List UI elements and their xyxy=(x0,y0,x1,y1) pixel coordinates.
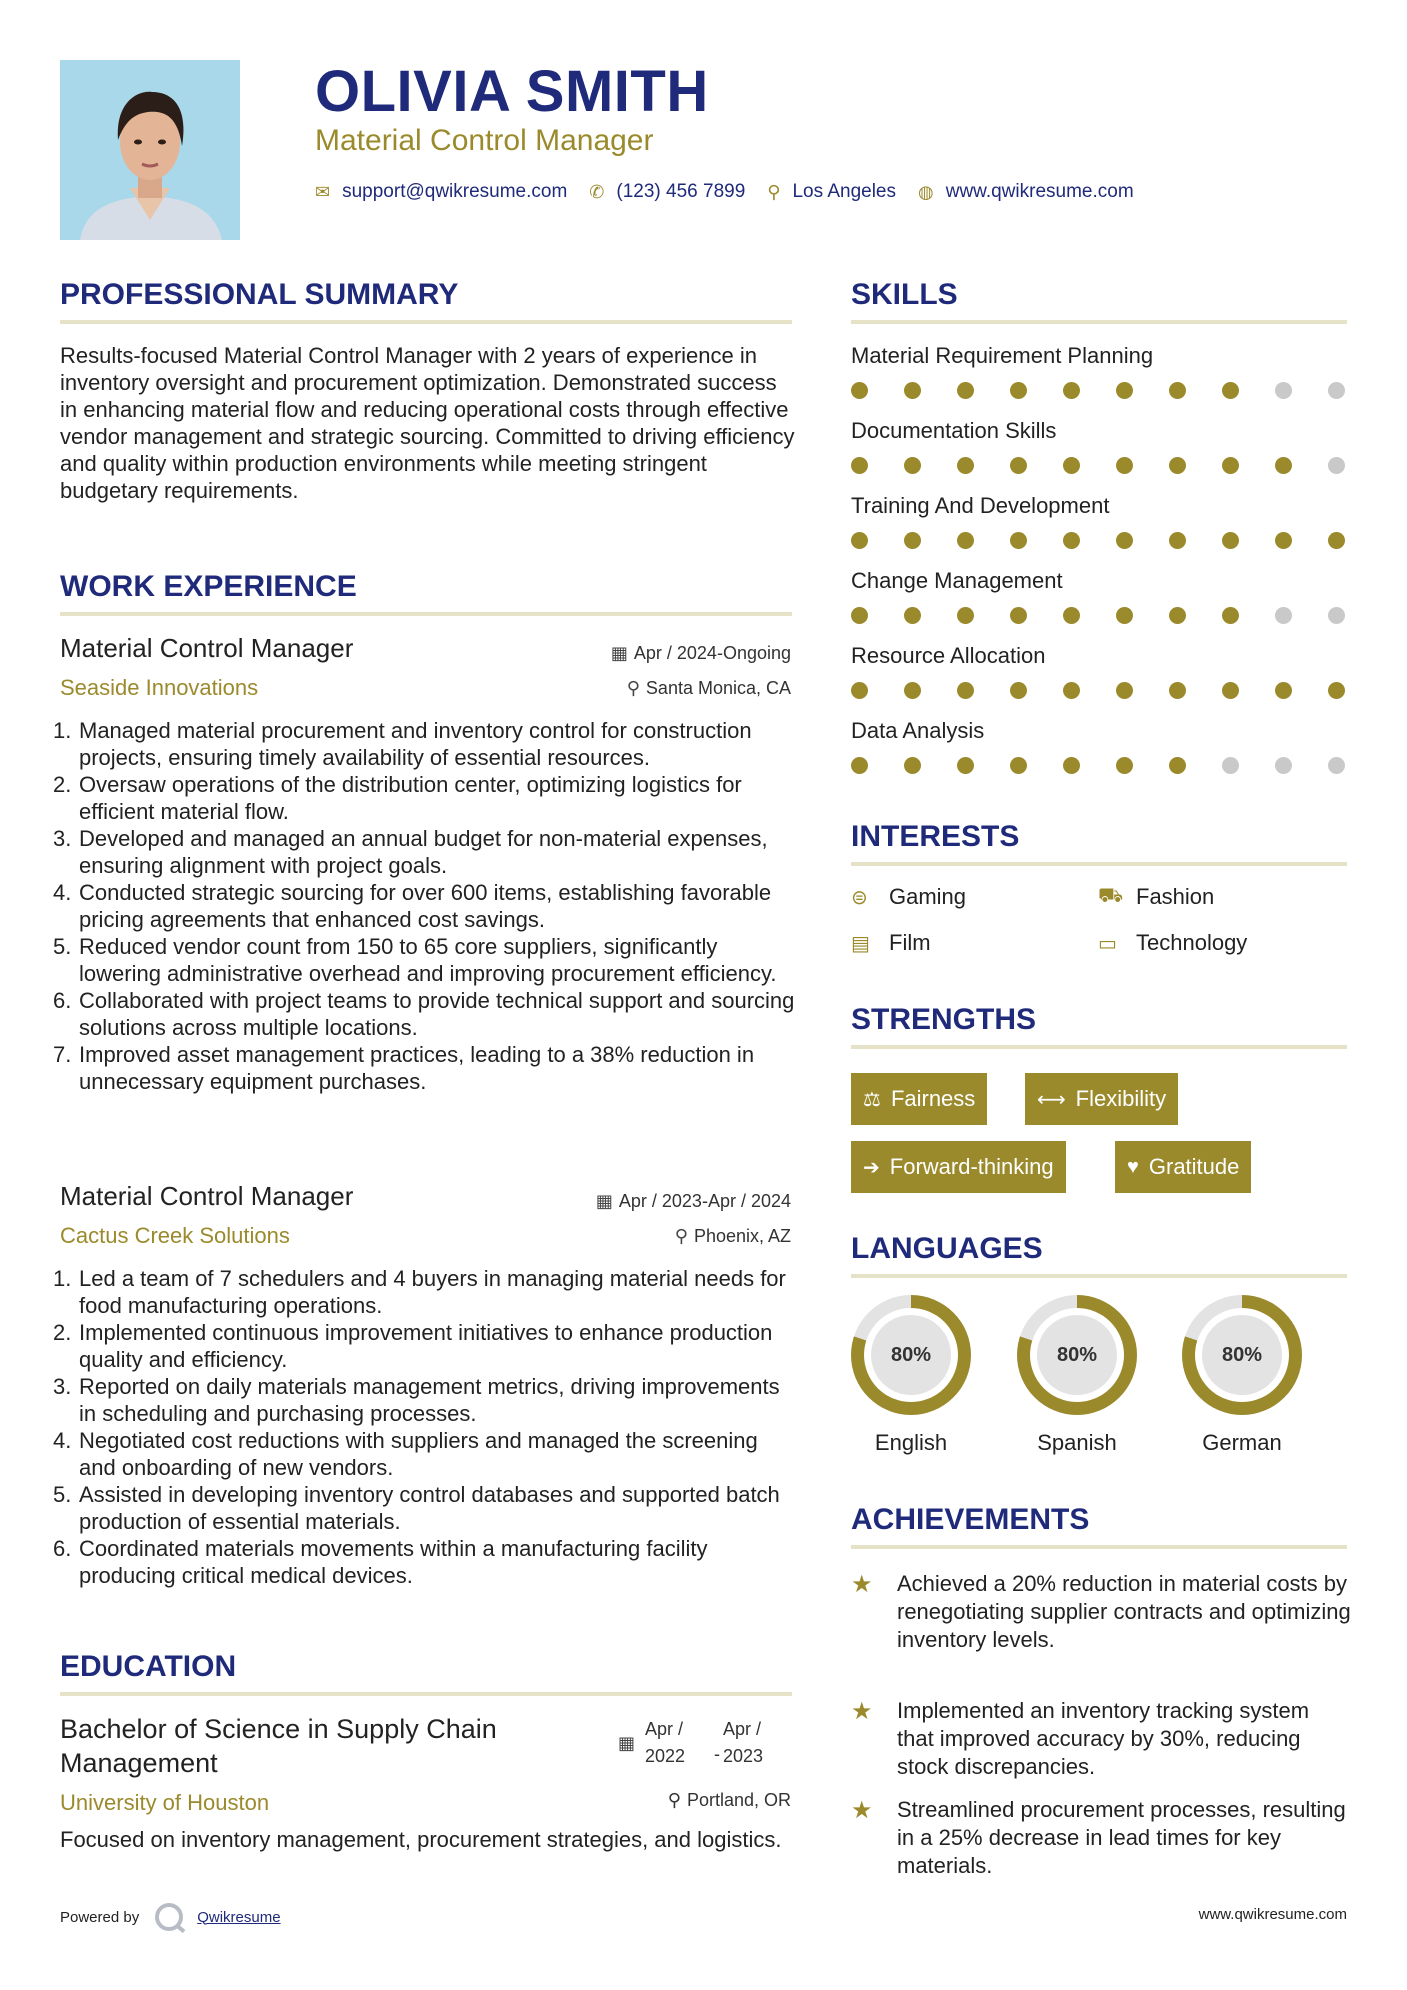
skill-dot-filled xyxy=(957,682,974,699)
skill-dot-filled xyxy=(1222,682,1239,699)
skill-dot-filled xyxy=(1116,382,1133,399)
interest-label: Film xyxy=(889,930,931,955)
language-name: German xyxy=(1202,1430,1282,1455)
job-bullet-text: Improved asset management practices, leading to a 38% reduction in unnecessary equipment purchases. xyxy=(79,1042,755,1094)
skill-dot-empty xyxy=(1222,757,1239,774)
skill-rating xyxy=(851,457,1345,474)
job-bullet-text: Coordinated materials movements within a manufacturing facility producing critical medical devices. xyxy=(79,1536,708,1588)
language-proficiency-ring xyxy=(1182,1295,1302,1415)
job-bullet-text: Developed and managed an annual budget for non-material expenses, ensuring alignment with project goals. xyxy=(79,826,768,878)
achievements-heading: ACHIEVEMENTS xyxy=(851,1503,1090,1536)
skill-name: Training And Development xyxy=(851,493,1110,518)
skill-name: Data Analysis xyxy=(851,718,985,743)
powered-by-label: Powered by xyxy=(60,1908,140,1926)
education-start-year: 2022 xyxy=(645,1746,686,1766)
skill-dot-filled xyxy=(1169,682,1186,699)
skill-dot-filled xyxy=(904,757,921,774)
contact-website[interactable]: www.qwikresume.com xyxy=(945,181,1134,202)
skill-dot-filled xyxy=(1169,532,1186,549)
skills-heading: SKILLS xyxy=(851,278,958,311)
profile-photo-illustration xyxy=(60,60,240,240)
qwikresume-logo-icon xyxy=(155,1903,183,1931)
skill-dot-filled xyxy=(957,382,974,399)
job-bullet-text: Reported on daily materials management metrics, driving improvements in scheduling and purchasing processes. xyxy=(79,1374,780,1426)
job-bullet: 2. Implemented continuous improvement initiatives to enhance production quality and efficiency. xyxy=(53,1320,773,1372)
skill-dot-filled xyxy=(1222,457,1239,474)
strength-chip xyxy=(1115,1141,1251,1193)
skill-dot-empty xyxy=(1275,607,1292,624)
job-bullet-text: Negotiated cost reductions with suppliers and managed the screening and onboarding of new vendors. xyxy=(79,1428,758,1480)
job-location xyxy=(627,678,791,699)
skill-dot-filled xyxy=(851,757,868,774)
achievement-text: Implemented an inventory tracking system that improved accuracy by 30%, reducing stock discrepancies. xyxy=(897,1698,1310,1779)
footer-website[interactable]: www.qwikresume.com xyxy=(1198,1906,1347,1923)
skill-dot-filled xyxy=(1063,382,1080,399)
skill-rating xyxy=(851,682,1345,699)
education-location-text: Portland, OR xyxy=(686,1790,791,1810)
skill-dot-filled xyxy=(1169,607,1186,624)
job-bullet: 4. Conducted strategic sourcing for over 600 items, establishing favorable pricing agreements that enhanced cost savings. xyxy=(53,880,772,932)
language-name: Spanish xyxy=(1037,1430,1117,1455)
pushpin-icon: ⚲ xyxy=(667,1790,681,1810)
laptop-icon: ▭ xyxy=(1098,932,1117,955)
skill-dot-filled xyxy=(851,457,868,474)
education-degree: Bachelor of Science in Supply Chain Management xyxy=(60,1714,497,1778)
education-school: University of Houston xyxy=(60,1790,270,1815)
job-bullet: 1. Managed material procurement and inventory control for construction projects, ensuring timely availability of essential resources. xyxy=(53,718,752,770)
experience-divider xyxy=(60,612,792,616)
education-heading: EDUCATION xyxy=(60,1650,237,1683)
skill-name: Resource Allocation xyxy=(851,643,1046,668)
job-bullet-text: Conducted strategic sourcing for over 600 items, establishing favorable pricing agreements that enhanced cost savings. xyxy=(79,880,772,932)
interest-label: Fashion xyxy=(1136,884,1215,909)
job-bullet: 5. Assisted in developing inventory control databases and supported batch production of essential materials. xyxy=(53,1482,780,1534)
strength-label: Fairness xyxy=(890,1086,976,1111)
achievement-text: Achieved a 20% reduction in material costs by renegotiating supplier contracts and optimizing inventory levels. xyxy=(897,1571,1351,1652)
skill-dot-filled xyxy=(1010,607,1027,624)
skill-dot-filled xyxy=(1010,382,1027,399)
skill-dot-filled xyxy=(1010,757,1027,774)
skill-dot-filled xyxy=(1116,457,1133,474)
candidate-name: OLIVIA SMITH xyxy=(315,59,709,124)
job-location-text: Phoenix, AZ xyxy=(693,1226,791,1246)
language-proficiency-ring xyxy=(851,1295,971,1415)
skill-dot-filled xyxy=(1222,532,1239,549)
interests-heading: INTERESTS xyxy=(851,820,1020,853)
achievement-item xyxy=(851,1697,1351,1781)
skill-rating xyxy=(851,607,1345,624)
job-dates-text: Apr / 2024-Ongoing xyxy=(633,643,791,663)
skill-name: Material Requirement Planning xyxy=(851,343,1154,368)
job-bullet: 6. Coordinated materials movements within a manufacturing facility producing critical medical devices. xyxy=(53,1536,708,1588)
contact-location: Los Angeles xyxy=(792,181,896,202)
achievement-text: Streamlined procurement processes, resulting in a 25% decrease in lead times for key materials. xyxy=(897,1797,1346,1878)
skill-dot-filled xyxy=(957,757,974,774)
job-bullet: 7. Improved asset management practices, leading to a 38% reduction in unnecessary equipment purchases. xyxy=(53,1042,755,1094)
job-bullet-text: Collaborated with project teams to provide technical support and sourcing solutions across multiple locations. xyxy=(79,988,795,1040)
job-dates xyxy=(611,643,791,664)
skill-rating xyxy=(851,757,1345,774)
skill-dot-filled xyxy=(1222,607,1239,624)
job-bullet-list xyxy=(53,1265,800,1589)
contact-email[interactable]: support@qwikresume.com xyxy=(342,181,568,202)
globe-icon: ◍ xyxy=(918,181,934,202)
skill-dot-filled xyxy=(904,607,921,624)
interest-item xyxy=(851,884,966,910)
skill-dot-filled xyxy=(904,382,921,399)
pushpin-icon: ⚲ xyxy=(674,1226,688,1246)
strength-chip xyxy=(851,1073,987,1125)
language-percent: 80% xyxy=(1037,1315,1117,1395)
job-bullet: 1. Led a team of 7 schedulers and 4 buyers in managing material needs for food manufacturing operations. xyxy=(53,1266,786,1318)
job-company: Seaside Innovations xyxy=(60,675,259,700)
skill-dot-filled xyxy=(1116,682,1133,699)
skill-dot-filled xyxy=(1328,532,1345,549)
job-location xyxy=(675,1226,791,1247)
brand-link[interactable]: Qwikresume xyxy=(197,1908,281,1926)
job-bullet-list xyxy=(53,717,800,1095)
interest-item xyxy=(851,930,931,956)
interest-item xyxy=(1098,884,1214,910)
job-bullet: 6. Collaborated with project teams to provide technical support and sourcing solutions across multiple locations. xyxy=(53,988,795,1040)
skill-dot-filled xyxy=(1063,607,1080,624)
achievement-item xyxy=(851,1796,1351,1880)
skill-dot-filled xyxy=(1169,382,1186,399)
skill-dot-filled xyxy=(1169,457,1186,474)
scale-icon: ⚖ xyxy=(863,1088,881,1111)
gamepad-icon: ⊜ xyxy=(851,886,868,909)
shopping-bag-icon: ⛟ xyxy=(1098,884,1124,907)
skill-dot-filled xyxy=(957,532,974,549)
skill-dot-empty xyxy=(1328,757,1345,774)
skill-dot-filled xyxy=(1275,457,1292,474)
arrows-horizontal-icon: ⟷ xyxy=(1037,1088,1066,1111)
interest-item xyxy=(1098,930,1247,956)
skill-dot-filled xyxy=(1063,532,1080,549)
skill-dot-filled xyxy=(1169,757,1186,774)
strength-label: Forward-thinking xyxy=(889,1154,1054,1179)
skill-dot-filled xyxy=(904,532,921,549)
achievements-divider xyxy=(851,1545,1347,1549)
skill-dot-filled xyxy=(1275,682,1292,699)
job-bullet: 3. Reported on daily materials management metrics, driving improvements in scheduling and purchasing processes. xyxy=(53,1374,780,1426)
strength-chip xyxy=(851,1141,1066,1193)
job-bullet-text: Oversaw operations of the distribution center, optimizing logistics for efficient material flow. xyxy=(79,772,742,824)
summary-heading: PROFESSIONAL SUMMARY xyxy=(60,278,459,311)
skill-dot-filled xyxy=(1063,457,1080,474)
education-date-separator: - xyxy=(714,1744,720,1764)
language-proficiency-ring xyxy=(1017,1295,1137,1415)
education-start-month: Apr / xyxy=(645,1719,684,1739)
language-name: English xyxy=(874,1430,948,1455)
film-icon: ▤ xyxy=(851,932,870,955)
calendar-icon: ▦ xyxy=(610,643,628,663)
skill-dot-filled xyxy=(851,382,868,399)
job-location-text: Santa Monica, CA xyxy=(645,678,791,698)
skill-dot-empty xyxy=(1328,382,1345,399)
skill-dot-filled xyxy=(1116,532,1133,549)
education-description: Focused on inventory management, procurement strategies, and logistics. xyxy=(60,1827,782,1852)
job-bullet: 3. Developed and managed an annual budget for non-material expenses, ensuring alignment with project goals. xyxy=(53,826,768,878)
languages-divider xyxy=(851,1274,1347,1278)
strengths-heading: STRENGTHS xyxy=(851,1003,1037,1036)
skill-dot-filled xyxy=(851,607,868,624)
job-bullet: 4. Negotiated cost reductions with suppliers and managed the screening and onboarding of new vendors. xyxy=(53,1428,758,1480)
star-icon: ★ xyxy=(851,1571,873,1598)
skill-dot-filled xyxy=(1222,382,1239,399)
interest-label: Gaming xyxy=(889,884,967,909)
achievement-item xyxy=(851,1570,1351,1654)
profile-photo xyxy=(60,60,240,240)
language-percent: 80% xyxy=(871,1315,951,1395)
job-bullet: 5. Reduced vendor count from 150 to 65 core suppliers, significantly lowering administrative overhead and improving procurement efficiency. xyxy=(53,934,777,986)
skill-dot-filled xyxy=(957,607,974,624)
skill-dot-filled xyxy=(957,457,974,474)
skill-dot-empty xyxy=(1328,457,1345,474)
summary-divider xyxy=(60,320,792,324)
skill-dot-filled xyxy=(1116,757,1133,774)
phone-icon: ✆ xyxy=(589,181,605,202)
calendar-icon: ▦ xyxy=(618,1733,636,1753)
footer-powered-by xyxy=(60,1903,281,1931)
job-bullet-text: Assisted in developing inventory control databases and supported batch production of essential materials. xyxy=(79,1482,780,1534)
skill-rating xyxy=(851,532,1345,549)
summary-text: Results-focused Material Control Manager with 2 years of experience in inventory oversight and procurement optimization. Demonstrated success in enhancing material flow and reducing operational costs through effective vendor management and strategic sourcing. Committed to driving efficiency and quality within production environments while meeting stringent budgetary requirements. xyxy=(60,343,795,503)
skill-dot-filled xyxy=(851,532,868,549)
skill-dot-filled xyxy=(1116,607,1133,624)
job-bullet-text: Implemented continuous improvement initiatives to enhance production quality and efficiency. xyxy=(79,1320,773,1372)
contact-phone[interactable]: (123) 456 7899 xyxy=(616,181,746,202)
skill-rating xyxy=(851,382,1345,399)
skill-name: Documentation Skills xyxy=(851,418,1057,443)
strength-chip xyxy=(1025,1073,1178,1125)
interest-label: Technology xyxy=(1136,930,1248,955)
language-percent: 80% xyxy=(1202,1315,1282,1395)
skill-dot-empty xyxy=(1275,757,1292,774)
skill-dot-filled xyxy=(1010,457,1027,474)
candidate-title: Material Control Manager xyxy=(315,124,654,157)
job-bullet: 2. Oversaw operations of the distribution center, optimizing logistics for efficient material flow. xyxy=(53,772,742,824)
skill-dot-filled xyxy=(904,457,921,474)
skill-dot-filled xyxy=(1275,532,1292,549)
interests-divider xyxy=(851,862,1347,866)
star-icon: ★ xyxy=(851,1797,873,1824)
skill-dot-filled xyxy=(1063,757,1080,774)
arrow-right-icon: ➔ xyxy=(863,1156,880,1179)
languages-heading: LANGUAGES xyxy=(851,1232,1043,1265)
email-icon: ✉ xyxy=(315,181,331,202)
skill-dot-empty xyxy=(1275,382,1292,399)
experience-heading: WORK EXPERIENCE xyxy=(60,570,357,603)
job-dates-text: Apr / 2023-Apr / 2024 xyxy=(618,1191,791,1211)
strength-label: Flexibility xyxy=(1075,1086,1167,1111)
job-title: Material Control Manager xyxy=(60,1181,354,1211)
skill-dot-filled xyxy=(904,682,921,699)
skill-dot-filled xyxy=(1063,682,1080,699)
job-bullet-text: Led a team of 7 schedulers and 4 buyers in managing material needs for food manufacturing operations. xyxy=(79,1266,786,1318)
job-bullet-text: Reduced vendor count from 150 to 65 core suppliers, significantly lowering administrative overhead and improving procurement efficiency. xyxy=(79,934,777,986)
skill-dot-filled xyxy=(851,682,868,699)
skill-name: Change Management xyxy=(851,568,1063,593)
skill-dot-empty xyxy=(1328,607,1345,624)
star-icon: ★ xyxy=(851,1698,873,1725)
heart-icon: ♥ xyxy=(1127,1155,1139,1178)
education-end-month: Apr / xyxy=(723,1719,762,1739)
skill-dot-filled xyxy=(1328,682,1345,699)
strengths-divider xyxy=(851,1045,1347,1049)
education-divider xyxy=(60,1692,792,1696)
strength-label: Gratitude xyxy=(1148,1154,1240,1179)
contact-bar xyxy=(315,180,1156,204)
calendar-icon: ▦ xyxy=(595,1191,613,1211)
education-location xyxy=(668,1790,791,1811)
job-title: Material Control Manager xyxy=(60,633,354,663)
skills-divider xyxy=(851,320,1347,324)
job-dates xyxy=(596,1191,791,1212)
skill-dot-filled xyxy=(1010,682,1027,699)
job-company: Cactus Creek Solutions xyxy=(60,1223,290,1248)
skill-dot-filled xyxy=(1010,532,1027,549)
pushpin-icon: ⚲ xyxy=(626,678,640,698)
location-pin-icon: ⚲ xyxy=(767,181,781,202)
job-bullet-text: Managed material procurement and inventory control for construction projects, ensuring timely availability of essential resources. xyxy=(79,718,752,770)
education-end-year: 2023 xyxy=(723,1746,764,1766)
